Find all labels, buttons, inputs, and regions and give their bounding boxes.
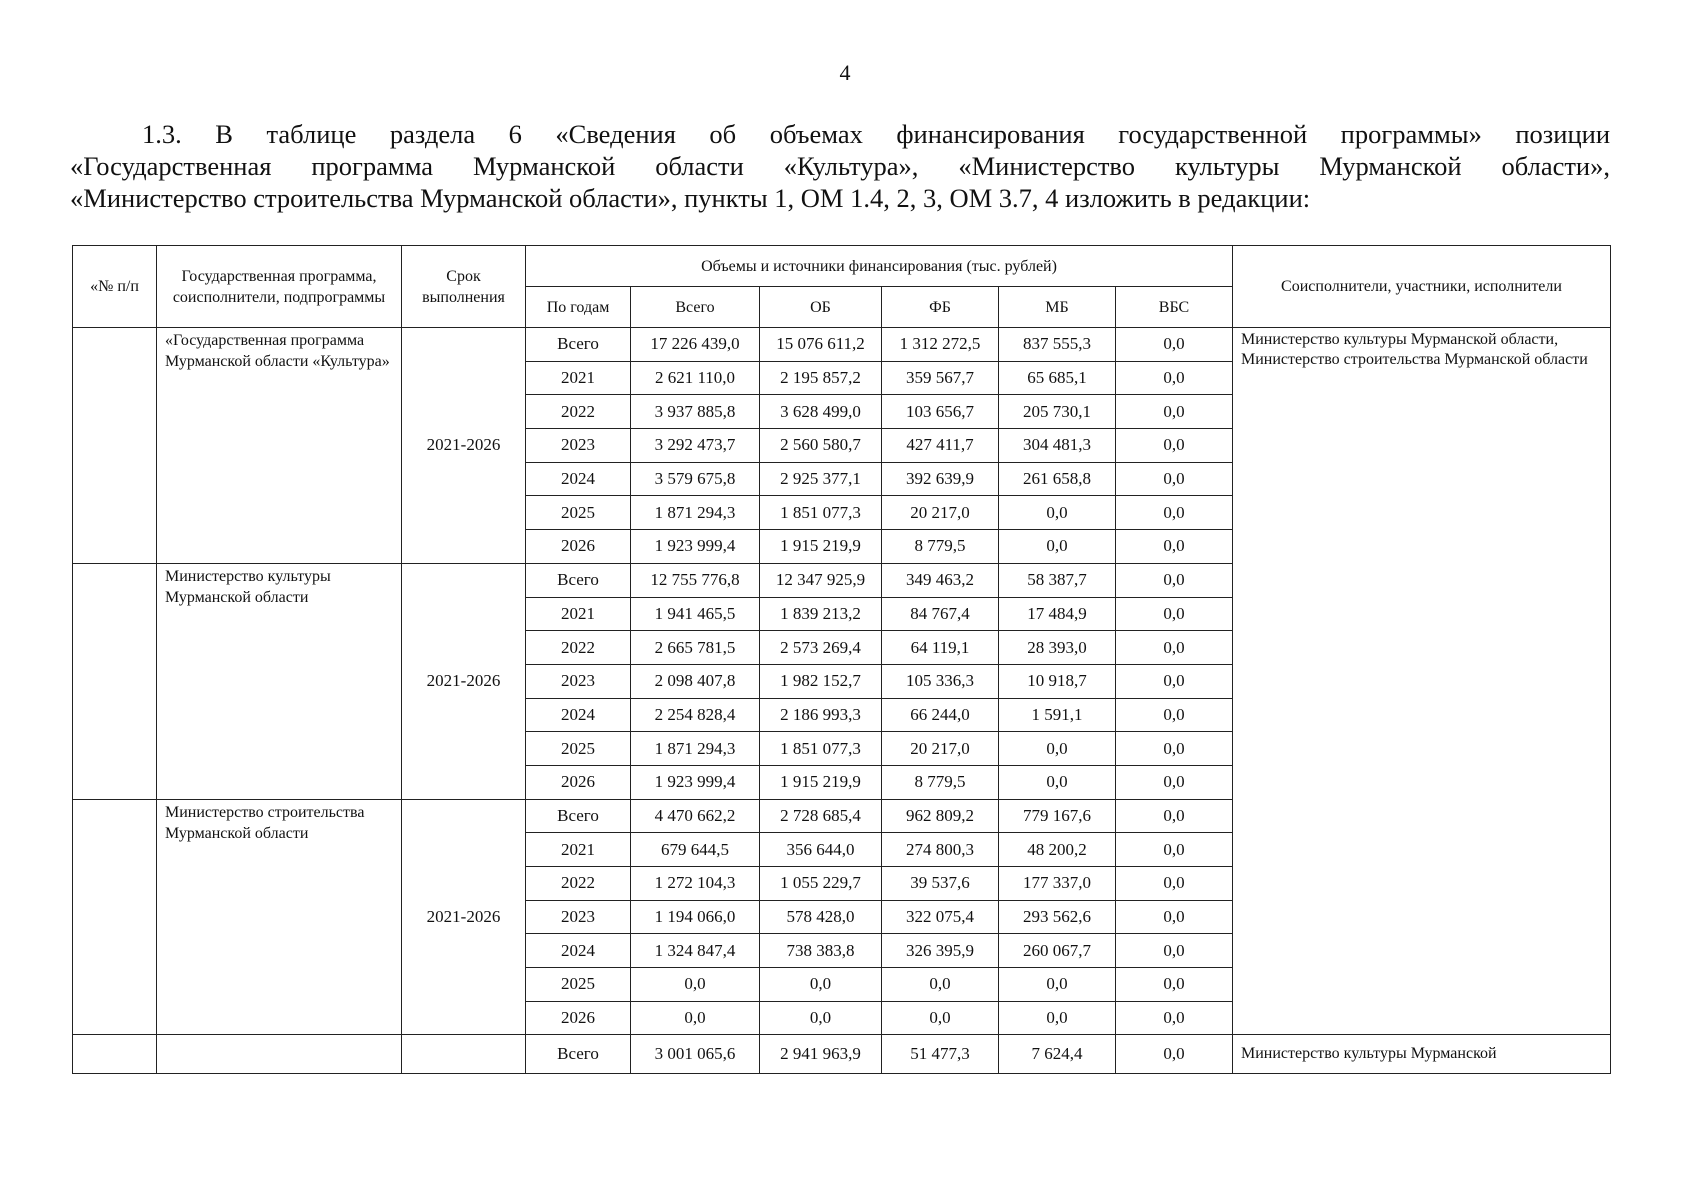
vbs-cell: 0,0 [1116, 833, 1233, 867]
mb-cell: 0,0 [999, 765, 1116, 799]
year-cell: 2023 [526, 900, 631, 934]
vbs-cell: 0,0 [1116, 395, 1233, 429]
header-mb: МБ [999, 287, 1116, 328]
year-cell: 2022 [526, 867, 631, 901]
fb-cell: 0,0 [882, 1001, 999, 1035]
term-cell: 2021-2026 [402, 799, 526, 1035]
header-fb: ФБ [882, 287, 999, 328]
total-cell: 1 871 294,3 [631, 496, 760, 530]
ob-cell: 1 915 219,9 [760, 530, 882, 564]
year-cell: 2023 [526, 429, 631, 463]
header-by-year: По годам [526, 287, 631, 328]
mb-cell: 0,0 [999, 496, 1116, 530]
year-cell: 2025 [526, 496, 631, 530]
total-cell: 12 755 776,8 [631, 563, 760, 597]
total-cell: 1 941 465,5 [631, 597, 760, 631]
ob-cell: 1 982 152,7 [760, 664, 882, 698]
total-cell: 1 923 999,4 [631, 765, 760, 799]
vbs-cell: 0,0 [1116, 563, 1233, 597]
vbs-cell: 0,0 [1116, 799, 1233, 833]
ob-cell: 0,0 [760, 1001, 882, 1035]
mb-cell: 261 658,8 [999, 462, 1116, 496]
fb-cell: 103 656,7 [882, 395, 999, 429]
vbs-cell: 0,0 [1116, 698, 1233, 732]
total-cell: 2 098 407,8 [631, 664, 760, 698]
ob-cell: 1 055 229,7 [760, 867, 882, 901]
mb-cell: 17 484,9 [999, 597, 1116, 631]
year-cell: Всего [526, 563, 631, 597]
vbs-cell: 0,0 [1116, 328, 1233, 362]
vbs-cell: 0,0 [1116, 934, 1233, 968]
year-cell: 2021 [526, 361, 631, 395]
vbs-cell: 0,0 [1116, 968, 1233, 1002]
total-cell: 1 324 847,4 [631, 934, 760, 968]
vbs-cell: 0,0 [1116, 462, 1233, 496]
total-cell: 0,0 [631, 1001, 760, 1035]
total-cell: 17 226 439,0 [631, 328, 760, 362]
mb-cell: 0,0 [999, 968, 1116, 1002]
year-cell: 2026 [526, 765, 631, 799]
header-executors: Соисполнители, участники, исполнители [1233, 246, 1611, 328]
ob-cell: 0,0 [760, 968, 882, 1002]
ob-cell: 2 925 377,1 [760, 462, 882, 496]
ob-cell: 356 644,0 [760, 833, 882, 867]
ob-cell: 1 851 077,3 [760, 496, 882, 530]
year-cell: 2021 [526, 833, 631, 867]
year-cell: Всего [526, 799, 631, 833]
fb-cell: 105 336,3 [882, 664, 999, 698]
mb-cell: 779 167,6 [999, 799, 1116, 833]
fb-cell: 20 217,0 [882, 732, 999, 766]
fb-cell: 51 477,3 [882, 1035, 999, 1074]
year-cell: 2026 [526, 1001, 631, 1035]
financing-table [72, 245, 1611, 1074]
header-total: Всего [631, 287, 760, 328]
header-num: «№ п/п [73, 246, 157, 328]
mb-cell: 58 387,7 [999, 563, 1116, 597]
vbs-cell: 0,0 [1116, 1035, 1233, 1074]
total-cell: 4 470 662,2 [631, 799, 760, 833]
mb-cell: 260 067,7 [999, 934, 1116, 968]
fb-cell: 66 244,0 [882, 698, 999, 732]
ob-cell: 2 560 580,7 [760, 429, 882, 463]
ob-cell: 2 941 963,9 [760, 1035, 882, 1074]
term-cell: 2021-2026 [402, 328, 526, 564]
row-number-cell [73, 1035, 157, 1074]
vbs-cell: 0,0 [1116, 732, 1233, 766]
year-cell: 2021 [526, 597, 631, 631]
row-number-cell [73, 799, 157, 1035]
year-cell: 2022 [526, 631, 631, 665]
year-cell: 2025 [526, 968, 631, 1002]
year-cell: 2024 [526, 934, 631, 968]
table-body [73, 328, 1611, 1074]
fb-cell: 326 395,9 [882, 934, 999, 968]
year-cell: 2023 [526, 664, 631, 698]
header-program: Государственная программа, соисполнители, подпрограммы [157, 246, 402, 328]
intro-paragraph [70, 118, 1610, 214]
mb-cell: 48 200,2 [999, 833, 1116, 867]
intro-line-1: 1.3. В таблице раздела 6 «Сведения об объемах финансирования государственной программы» позиции [142, 119, 1610, 149]
fb-cell: 8 779,5 [882, 530, 999, 564]
year-cell: Всего [526, 1035, 631, 1074]
header-term: Срок выполнения [402, 246, 526, 328]
table-row [73, 328, 1611, 362]
header-vbs: ВБС [1116, 287, 1233, 328]
total-cell: 1 272 104,3 [631, 867, 760, 901]
ob-cell: 578 428,0 [760, 900, 882, 934]
total-cell: 1 194 066,0 [631, 900, 760, 934]
ob-cell: 15 076 611,2 [760, 328, 882, 362]
intro-line-2: «Государственная программа Мурманской области «Культура», «Министерство культуры Мурманской области», [70, 151, 1610, 181]
vbs-cell: 0,0 [1116, 361, 1233, 395]
ob-cell: 2 186 993,3 [760, 698, 882, 732]
ob-cell: 738 383,8 [760, 934, 882, 968]
fb-cell: 349 463,2 [882, 563, 999, 597]
vbs-cell: 0,0 [1116, 429, 1233, 463]
ob-cell: 2 728 685,4 [760, 799, 882, 833]
year-cell: 2024 [526, 462, 631, 496]
year-cell: 2025 [526, 732, 631, 766]
mb-cell: 837 555,3 [999, 328, 1116, 362]
vbs-cell: 0,0 [1116, 1001, 1233, 1035]
program-name-cell: «Государственная программа Мурманской области «Культура» [157, 328, 402, 564]
program-name-cell [157, 1035, 402, 1074]
total-cell: 2 665 781,5 [631, 631, 760, 665]
ob-cell: 2 195 857,2 [760, 361, 882, 395]
vbs-cell: 0,0 [1116, 496, 1233, 530]
fb-cell: 427 411,7 [882, 429, 999, 463]
total-cell: 3 937 885,8 [631, 395, 760, 429]
mb-cell: 0,0 [999, 732, 1116, 766]
mb-cell: 10 918,7 [999, 664, 1116, 698]
header-funding: Объемы и источники финансирования (тыс. рублей) [526, 246, 1233, 287]
total-cell: 1 923 999,4 [631, 530, 760, 564]
fb-cell: 962 809,2 [882, 799, 999, 833]
year-cell: 2022 [526, 395, 631, 429]
vbs-cell: 0,0 [1116, 867, 1233, 901]
total-cell: 3 579 675,8 [631, 462, 760, 496]
mb-cell: 205 730,1 [999, 395, 1116, 429]
intro-line-3: «Министерство строительства Мурманской области», пункты 1, ОМ 1.4, 2, 3, ОМ 3.7, 4 изложить в редакции: [70, 183, 1311, 213]
term-cell [402, 1035, 526, 1074]
vbs-cell: 0,0 [1116, 597, 1233, 631]
mb-cell: 0,0 [999, 1001, 1116, 1035]
total-cell: 2 621 110,0 [631, 361, 760, 395]
mb-cell: 7 624,4 [999, 1035, 1116, 1074]
page-number: 4 [839, 60, 851, 85]
fb-cell: 322 075,4 [882, 900, 999, 934]
fb-cell: 359 567,7 [882, 361, 999, 395]
ob-cell: 1 915 219,9 [760, 765, 882, 799]
fb-cell: 1 312 272,5 [882, 328, 999, 362]
ob-cell: 1 839 213,2 [760, 597, 882, 631]
total-cell: 2 254 828,4 [631, 698, 760, 732]
mb-cell: 0,0 [999, 530, 1116, 564]
year-cell: Всего [526, 328, 631, 362]
vbs-cell: 0,0 [1116, 900, 1233, 934]
mb-cell: 1 591,1 [999, 698, 1116, 732]
fb-cell: 8 779,5 [882, 765, 999, 799]
fb-cell: 39 537,6 [882, 867, 999, 901]
fb-cell: 0,0 [882, 968, 999, 1002]
ob-cell: 2 573 269,4 [760, 631, 882, 665]
ob-cell: 1 851 077,3 [760, 732, 882, 766]
ob-cell: 12 347 925,9 [760, 563, 882, 597]
row-number-cell [73, 563, 157, 799]
mb-cell: 65 685,1 [999, 361, 1116, 395]
mb-cell: 293 562,6 [999, 900, 1116, 934]
vbs-cell: 0,0 [1116, 631, 1233, 665]
vbs-cell: 0,0 [1116, 664, 1233, 698]
mb-cell: 304 481,3 [999, 429, 1116, 463]
fb-cell: 20 217,0 [882, 496, 999, 530]
fb-cell: 64 119,1 [882, 631, 999, 665]
vbs-cell: 0,0 [1116, 530, 1233, 564]
term-cell: 2021-2026 [402, 563, 526, 799]
mb-cell: 28 393,0 [999, 631, 1116, 665]
header-ob: ОБ [760, 287, 882, 328]
ob-cell: 3 628 499,0 [760, 395, 882, 429]
total-cell: 0,0 [631, 968, 760, 1002]
executors-cell: Министерство культуры Мурманской области, Министерство строительства Мурманской области [1233, 328, 1611, 1035]
program-name-cell: Министерство культуры Мурманской области [157, 563, 402, 799]
fb-cell: 84 767,4 [882, 597, 999, 631]
year-cell: 2026 [526, 530, 631, 564]
year-cell: 2024 [526, 698, 631, 732]
executors-cell: Министерство культуры Мурманской [1233, 1035, 1611, 1074]
total-cell: 3 292 473,7 [631, 429, 760, 463]
total-cell: 1 871 294,3 [631, 732, 760, 766]
mb-cell: 177 337,0 [999, 867, 1116, 901]
program-name-cell: Министерство строительства Мурманской области [157, 799, 402, 1035]
fb-cell: 392 639,9 [882, 462, 999, 496]
total-cell: 3 001 065,6 [631, 1035, 760, 1074]
row-number-cell [73, 328, 157, 564]
table-row [73, 1035, 1611, 1074]
fb-cell: 274 800,3 [882, 833, 999, 867]
total-cell: 679 644,5 [631, 833, 760, 867]
vbs-cell: 0,0 [1116, 765, 1233, 799]
